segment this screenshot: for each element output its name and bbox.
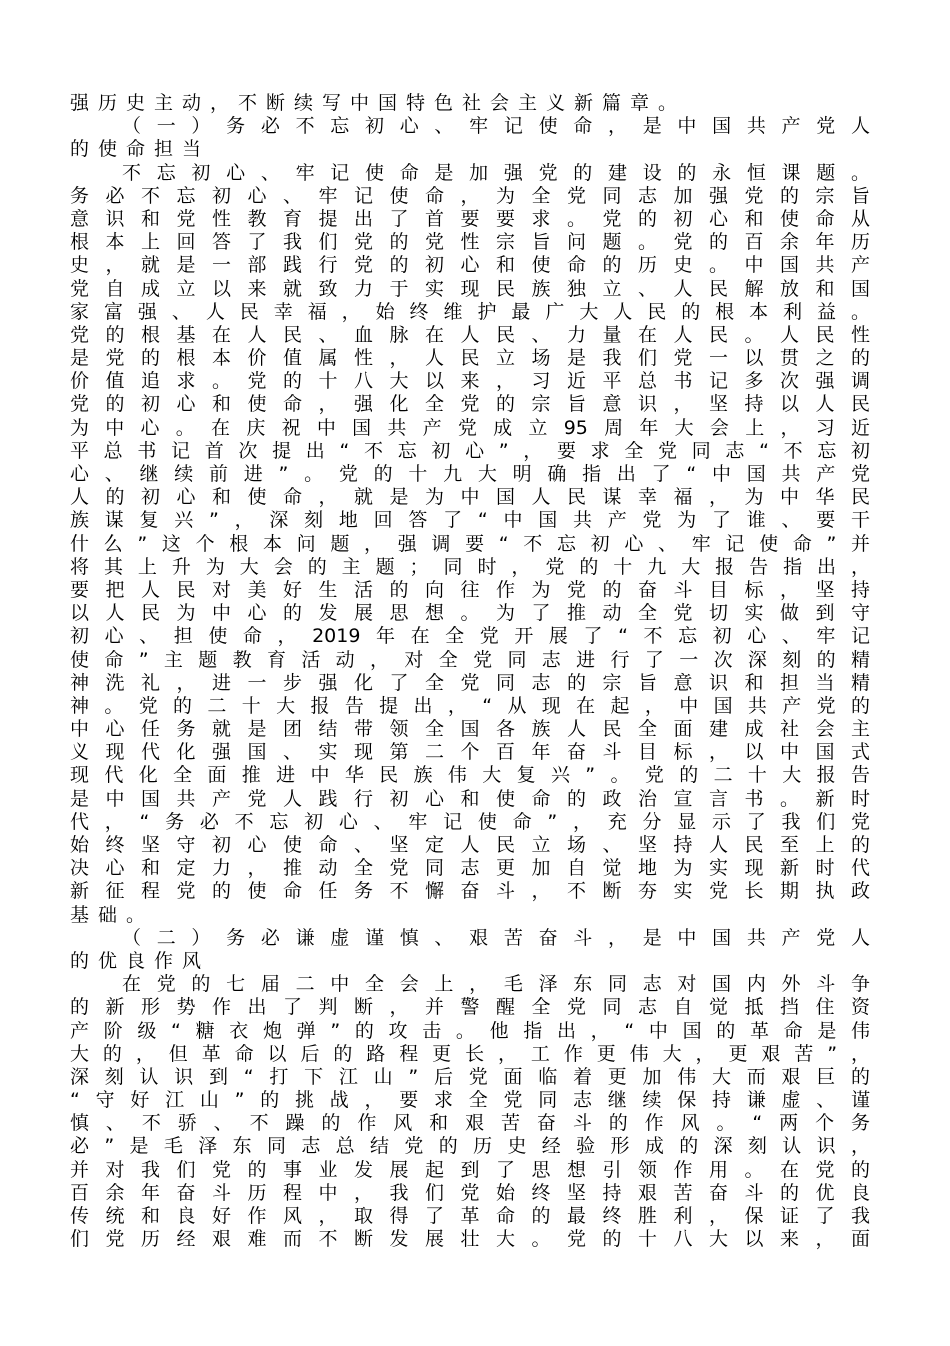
text-line: 是中国共产党人践行初心和使命的政治宣言书。新时 <box>70 787 870 810</box>
text-line: 务必不忘初心、牢记使命，为全党同志加强党的宗旨 <box>70 184 870 207</box>
document-body <box>70 92 870 1251</box>
text-line: （一）务必不忘初心、牢记使命，是中国共产党人 <box>122 115 870 138</box>
text-line: 的优良作风 <box>70 949 211 972</box>
text-line: 强历史主动，不断续写中国特色社会主义新篇章。 <box>70 92 687 114</box>
text-line: 将其上升为大会的主题；同时，党的十九大报告指出， <box>70 555 870 578</box>
text-line: 始终坚守初心使命、坚定人民立场、坚持人民至上的 <box>70 834 870 856</box>
text-line: 神。党的二十大报告提出，“从现在起，中国共产党的 <box>70 694 870 717</box>
text-line: 平总书记首次提出“不忘初心”，要求全党同志“不忘初 <box>70 439 870 462</box>
text-line: 以人民为中心的发展思想。为了推动全党切实做到守 <box>70 602 870 625</box>
text-line: （二）务必谦虚谨慎、艰苦奋斗，是中国共产党人 <box>122 926 870 949</box>
text-line: 根本上回答了我们党的党性宗旨问题。党的百余年历 <box>70 231 870 254</box>
text-line: 并对我们党的事业发展起到了思想引领作用。在党的 <box>70 1158 870 1181</box>
text-line: 什么”这个根本问题，强调要“不忘初心、牢记使命”并 <box>70 532 870 555</box>
text-line: 在党的七届二中全会上，毛泽东同志对国内外斗争 <box>122 973 870 996</box>
text-line: 家富强、人民幸福，始终维护最广大人民的根本利益。 <box>70 300 870 323</box>
text-line: “守好江山”的挑战，要求全党同志继续保持谦虚、谨 <box>70 1089 870 1112</box>
text-line: 心、继续前进”。党的十九大明确指出了“中国共产党 <box>70 463 870 485</box>
text-line: 神洗礼，进一步强化了全党同志的宗旨意识和担当精 <box>70 671 870 694</box>
text-line: 初心、担使命，2019年在全党开展了“不忘初心、牢记 <box>70 625 870 648</box>
text-line: 代，“务必不忘初心、牢记使命”，充分显示了我们党 <box>70 810 870 833</box>
text-line: 党自成立以来就致力于实现民族独立、人民解放和国 <box>70 277 870 300</box>
text-line: 深刻认识到“打下江山”后党面临着更加伟大而艰巨的 <box>70 1065 870 1088</box>
text-line: 使命”主题教育活动，对全党同志进行了一次深刻的精 <box>70 648 870 671</box>
text-line: 不忘初心、牢记使命是加强党的建设的永恒课题。 <box>122 161 870 184</box>
text-line: 们党历经艰难而不断发展壮大。党的十八大以来，面 <box>70 1228 870 1251</box>
text-line: 现代化全面推进中华民族伟大复兴”。党的二十大报告 <box>70 764 870 787</box>
text-line: 义现代化强国、实现第二个百年奋斗目标，以中国式 <box>70 741 870 764</box>
text-line: 中心任务就是团结带领全国各族人民全面建成社会主 <box>70 718 870 741</box>
text-line: 人的初心和使命，就是为中国人民谋幸福，为中华民 <box>70 486 870 509</box>
text-line: 族谋复兴”，深刻地回答了“中国共产党为了谁、要干 <box>70 509 870 532</box>
text-line: 基础。 <box>70 903 155 926</box>
text-line: 必”是毛泽东同志总结党的历史经验形成的深刻认识， <box>70 1135 870 1158</box>
text-line: 决心和定力，推动全党同志更加自觉地为实现新时代 <box>70 857 870 880</box>
text-line: 慎、不骄、不躁的作风和艰苦奋斗的作风。“两个务 <box>70 1112 870 1135</box>
text-line: 要把人民对美好生活的向往作为党的奋斗目标，坚持 <box>70 578 870 601</box>
text-line: 的使命担当 <box>70 138 211 161</box>
text-line: 的新形势作出了判断，并警醒全党同志自觉抵挡住资 <box>70 996 870 1019</box>
text-line: 意识和党性教育提出了首要要求。党的初心和使命从 <box>70 207 870 230</box>
text-line: 大的，但革命以后的路程更长，工作更伟大，更艰苦”， <box>70 1042 870 1065</box>
text-line: 党的根基在人民、血脉在人民、力量在人民。人民性 <box>70 323 870 346</box>
text-line: 史，就是一部践行党的初心和使命的历史。中国共产 <box>70 254 870 277</box>
text-line: 传统和良好作风，取得了革命的最终胜利，保证了我 <box>70 1205 870 1227</box>
text-line: 新征程党的使命任务不懈奋斗，不断夯实党长期执政 <box>70 880 870 903</box>
text-line: 产阶级“糖衣炮弹”的攻击。他指出，“中国的革命是伟 <box>70 1019 870 1042</box>
text-line: 为中心。在庆祝中国共产党成立95周年大会上，习近 <box>70 416 870 439</box>
text-line: 党的初心和使命，强化全党的宗旨意识，坚持以人民 <box>70 393 870 416</box>
text-line: 百余年奋斗历程中，我们党始终坚持艰苦奋斗的优良 <box>70 1181 870 1204</box>
text-line: 价值追求。党的十八大以来，习近平总书记多次强调 <box>70 370 870 393</box>
text-line: 是党的根本价值属性，人民立场是我们党一以贯之的 <box>70 347 870 370</box>
